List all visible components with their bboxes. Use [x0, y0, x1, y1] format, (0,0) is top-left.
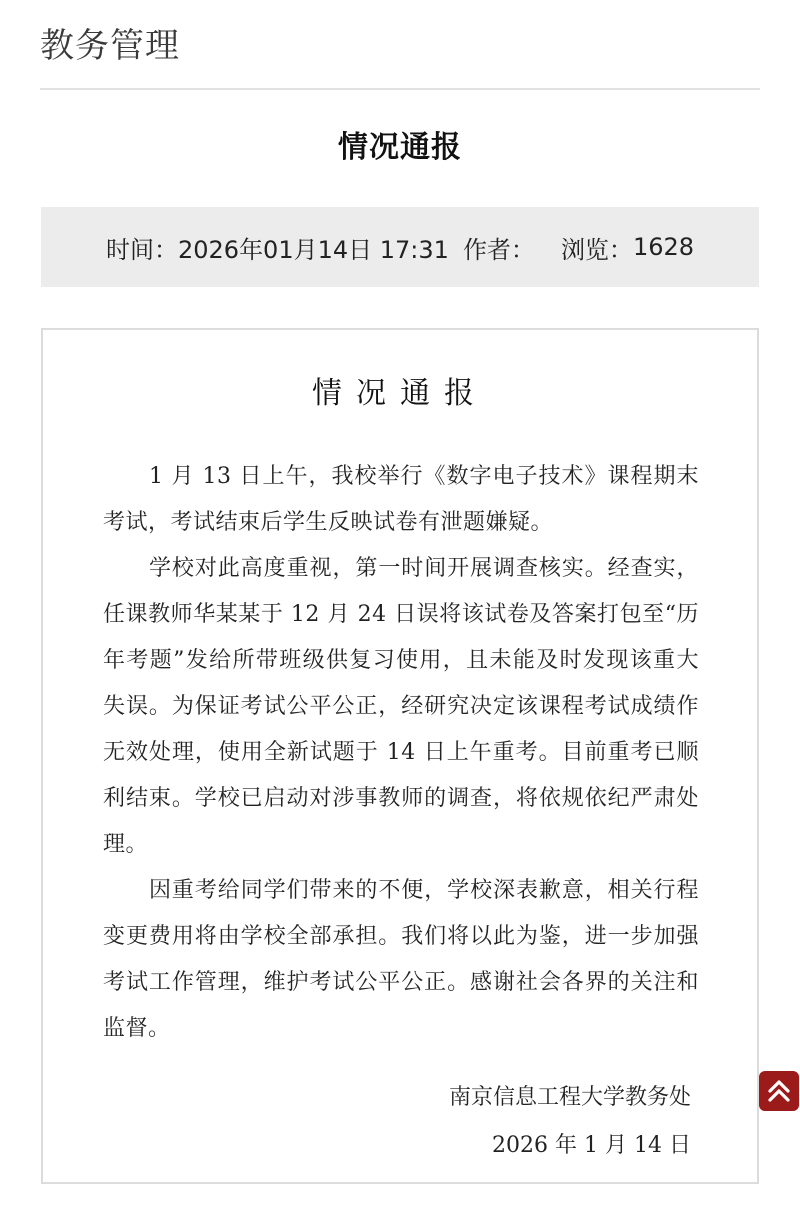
signature-org: 南京信息工程大学教务处	[448, 1085, 691, 1110]
meta-author-label: 作者：	[462, 235, 535, 264]
article-title: 情况通报	[338, 130, 462, 165]
notice-body	[103, 454, 699, 1052]
back-to-top-button[interactable]	[759, 1071, 799, 1111]
notice-paragraph: 1 月 13 日上午，我校举行《数字电子技术》课程期末考试，考试结束后学生反映试卷有泄题嫌疑。	[103, 464, 699, 535]
notice-paragraph: 因重考给同学们带来的不便，学校深表歉意，相关行程变更费用将由学校全部承担。我们将以此为鉴，进一步加强考试工作管理，维护考试公平公正。感谢社会各界的关注和监督。	[103, 878, 699, 1041]
notice-heading: 情况通报	[312, 376, 488, 411]
article-meta-bar	[41, 207, 759, 287]
signature-date: 2026 年 1 月 14 日	[492, 1133, 691, 1158]
double-chevron-up-icon	[764, 1076, 794, 1106]
notice-signature	[449, 1074, 691, 1170]
section-header	[40, 0, 760, 90]
meta-time-value: 2026年01月14日 17:31	[177, 235, 449, 264]
meta-time-label: 时间：	[105, 235, 178, 264]
meta-views-value: 1628	[632, 233, 695, 261]
notice-paragraph: 学校对此高度重视，第一时间开展调查核实。经查实，任课教师华某某于 12 月 24 日误将该试卷及答案打包至“历年考题”发给所带班级供复习使用，且未能及时发现该重大失误。为保证考试公平公正，经研究决定该课程考试成绩作无效处理，使用全新试题于 14 日上午重考。目前重考已顺利结束。学校已启动对涉事教师的调查，将依规依纪严肃处理。	[103, 556, 699, 857]
notice-document	[41, 328, 759, 1184]
section-title: 教务管理	[40, 26, 180, 66]
meta-views-label: 浏览：	[560, 235, 633, 264]
